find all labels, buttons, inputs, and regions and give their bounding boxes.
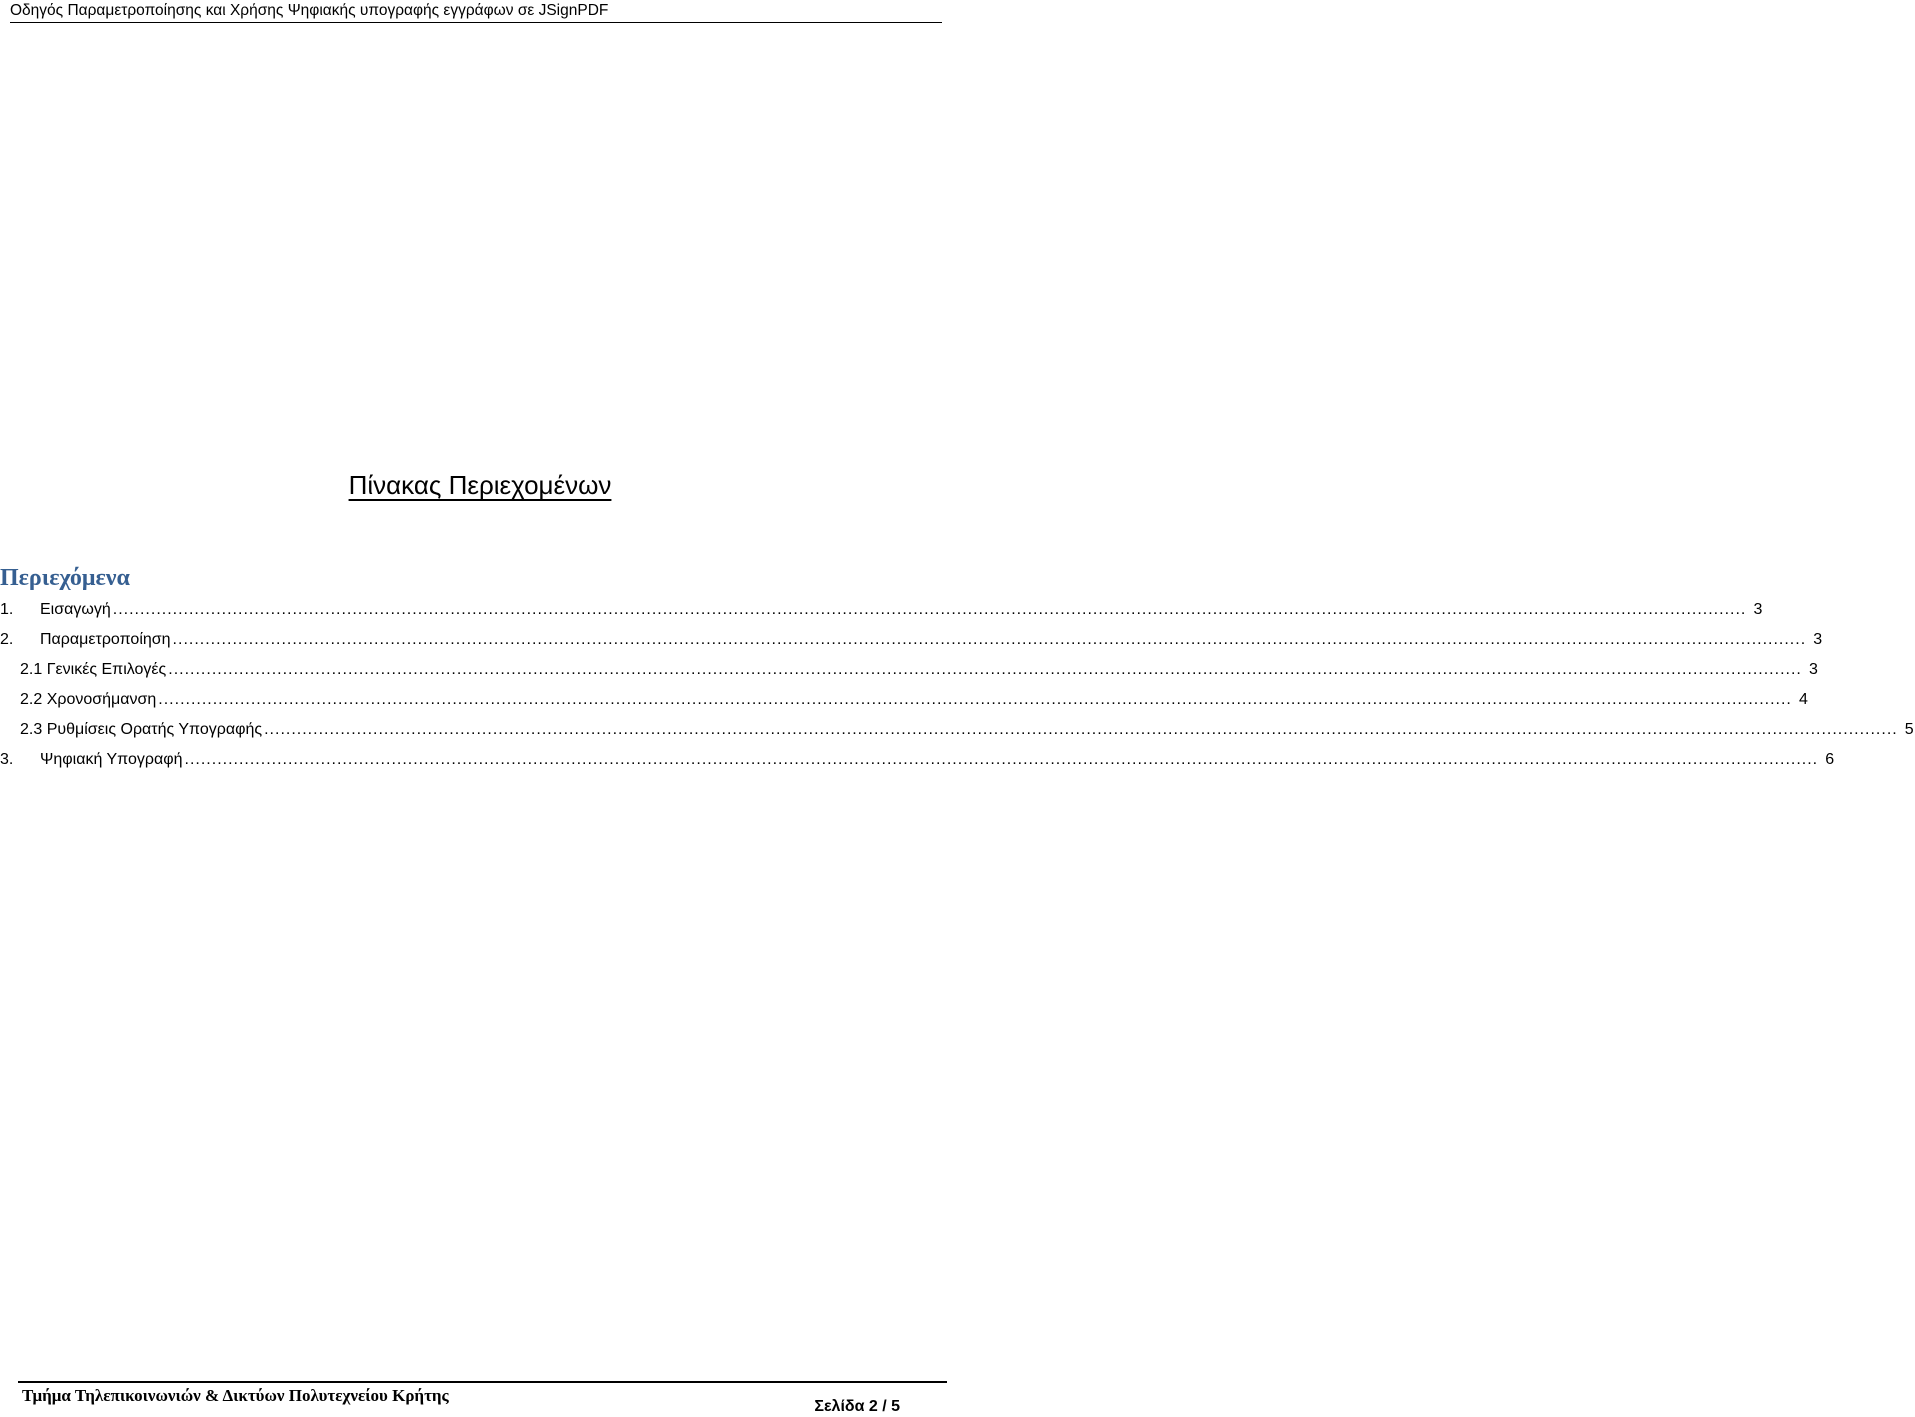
toc-entry-title: 2.2 Χρονοσήμανση <box>20 691 157 708</box>
toc-entry-page: 5 <box>1904 721 1914 738</box>
toc-entry-title: 2.3 Ρυθμίσεις Ορατής Υπογραφής <box>20 721 263 738</box>
toc-entry-page: 3 <box>1753 601 1763 618</box>
toc-dot-leader: ............................................................................................................................................................................................................................................................................................................ <box>172 631 1807 648</box>
contents-title: Περιεχόμενα <box>0 565 130 591</box>
toc-dot-leader: ............................................................................................................................................................................................................................................................................................................ <box>168 661 1802 678</box>
toc-dot-leader: ............................................................................................................................................................................................................................................................................................................ <box>264 721 1898 738</box>
toc-entry-timestamping[interactable] <box>0 691 1808 715</box>
toc-entry-introduction[interactable] <box>0 601 1763 625</box>
toc-entry-title: Εισαγωγή <box>40 601 111 618</box>
toc-entry-number: 2. <box>0 631 14 648</box>
toc-entry-page: 4 <box>1798 691 1808 708</box>
toc-entry-number: 3. <box>0 751 14 768</box>
page-header <box>10 0 942 23</box>
toc-entry-number: 1. <box>0 601 14 618</box>
toc-dot-leader: ............................................................................................................................................................................................................................................................................................................ <box>184 751 1819 768</box>
toc-entry-title: Παραμετροποίηση <box>40 631 171 648</box>
toc-dot-leader: ............................................................................................................................................................................................................................................................................................................ <box>112 601 1747 618</box>
footer-department: Τμήμα Τηλεπικοινωνιών & Δικτύων Πολυτεχνείου Κρήτης <box>22 1386 449 1405</box>
toc-entry-configuration[interactable] <box>0 631 1823 655</box>
toc-heading-text: Πίνακας Περιεχομένων <box>348 470 612 500</box>
toc-entry-title: Ψηφιακή Υπογραφή <box>40 751 183 768</box>
toc-heading <box>0 470 960 501</box>
toc-entry-page: 3 <box>1813 631 1823 648</box>
footer-page-number: Σελίδα 2 / 5 <box>814 1398 900 1415</box>
toc-entry-digital-signature[interactable] <box>0 751 1835 775</box>
toc-entry-page: 3 <box>1808 661 1818 678</box>
footer-divider <box>18 1381 947 1383</box>
toc-entry-title: 2.1 Γενικές Επιλογές <box>20 661 167 678</box>
toc-entry-general-options[interactable] <box>0 661 1818 685</box>
toc-dot-leader: ............................................................................................................................................................................................................................................................................................................ <box>158 691 1792 708</box>
document-title: Οδηγός Παραμετροποίησης και Χρήσης Ψηφιακής υπογραφής εγγράφων σε JSignPDF <box>10 2 609 19</box>
toc-entry-visible-signature[interactable] <box>0 721 1914 745</box>
toc-entry-page: 6 <box>1825 751 1835 768</box>
